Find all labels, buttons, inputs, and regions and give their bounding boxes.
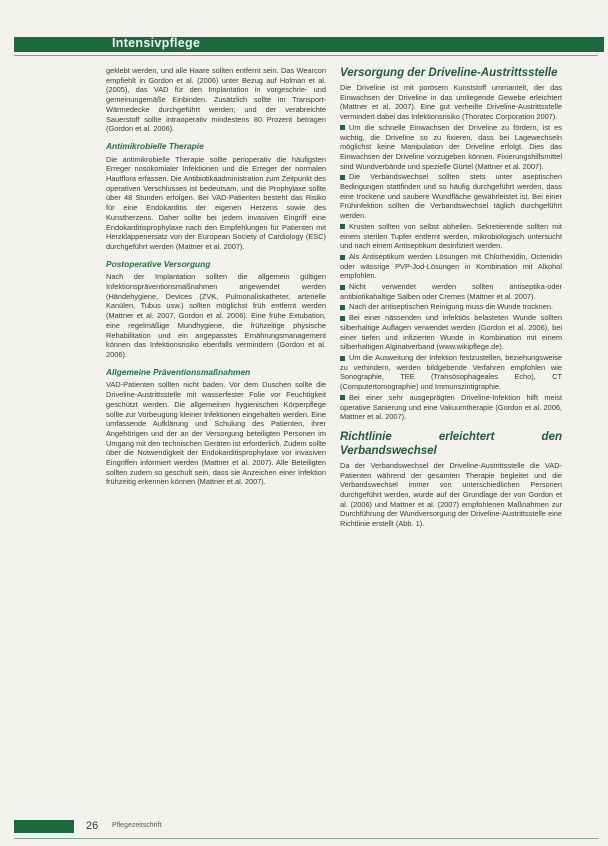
bullet-square-icon xyxy=(340,316,345,321)
bullet-square-icon xyxy=(340,395,345,400)
header-side-tab xyxy=(598,37,604,52)
bullet-square-icon xyxy=(340,285,345,290)
paragraph: geklebt werden, und alle Haare sollten entfernt sein. Das Wearcon empfiehlt in Gordon et al. (2006) unter Bezug auf Holman et al. (2005), das VAD für den Implantation in vorgeschrie- und gemeinungemäße Einbinden. Zusätzlich sollte im Transport-Wärmedecke durchgeführt werden; und der verabreichte Sauerstoff sollte intraoperativ mindestens 80 Prozent betragen (Gordon et al. 2006). xyxy=(106,66,326,134)
heading-driveline: Versorgung der Driveline-Austrittsstelle xyxy=(340,67,558,79)
header-bar xyxy=(14,37,598,52)
paragraph: Da der Verbandswechsel der Driveline-Austrittsstelle die VAD-Patienten während der gesamten Therapie begleitet und die Verbandswechsel immer von unterschiedlichen Personen durchgeführt werden, wurde auf der Grundlage der von Gordon et al. (2006) und Mattner et al. (2007) empfohlenen Maßnahmen zur Durchführung der Wundversorgung der Driveline-Austrittsstelle eine Richtlinie erstellt (Abb. 1). xyxy=(340,460,562,529)
right-column xyxy=(340,66,562,530)
bullet-item: Nach der antiseptischen Reinigung muss die Wunde trocknen. xyxy=(340,302,562,312)
footer-tab xyxy=(14,820,74,833)
bullet-item: Um die schnelle Einwachsen der Driveline zu fördern, ist es wichtig, die Driveline so zu fixieren, dass bei Lagewechseln möglichst keine Manipulation der Driveline erfolgt. Dies das Einwachsen der Driveline vorzugeben können. Fixierungshilfsmittel sind Wundverbände und spezielle Gürtel (Mattner et al. 2007). xyxy=(340,122,562,171)
bullet-square-icon xyxy=(340,255,345,260)
paragraph: Die Driveline ist mit porösem Kunststoff ummantelt, der das Einwachsen der Driveline in das umliegende Gewebe erleichtert (Mattner et al. 2007). Eine gut verheilte Driveline-Austrittsstelle vermindert dabei das Infektionsrisiko (Thoratec Corporation 2007). xyxy=(340,83,562,122)
bullet-square-icon xyxy=(340,175,345,180)
header-divider xyxy=(14,55,598,56)
paragraph: Die antimikrobielle Therapie sollte perioperativ die häufigsten Erreger nosokomialer Infektionen und die Erreger der normalen Hautflora erfassen. Die Antibiotikaadministration zum Zeitpunkt des operativen Verschlusses ist bedeutsam, und die Prophylaxe sollte über 48 Stunden erfolgen. Bei VAD-Patienten besteht das Risiko für eine Endokarditis der eigenen Herzens sowie des Kunstherzens. Daher sollte bei jedem invasiven Eingriff eine Endokarditisprophylaxe nach den Empfehlungen für Patienten mit Herzklappenersatz von der European Society of Cardiology (ESC) durchgeführt werden (Mattner et al. 2007). xyxy=(106,154,326,251)
footer-divider xyxy=(14,838,598,839)
section-title: Intensivpflege xyxy=(112,36,201,50)
paragraph: VAD-Patienten sollten nicht baden. Vor dem Duschen sollte die Driveline-Austrittsstelle mit wasserfester Folie vor Feuchtigkeit geschützt werden. Die allgemeinen hygienischen Körperpflege sollte zur Vorbeugung kleiner Infektionen eingehalten werden. Eine umfassende Aufklärung und Schulung des Patienten, ihrer Angehörigen und der an der Versorgung beteiligten Personen im Umgang mit den technischen Geräten ist erforderlich. Zudem sollte über die Notwendigkeit der Endokarditisprophylaxe vor invasiven Eingriffen informiert werden (Mattner et al. 2007). Alle Beteiligten sollten zudem so geschult sein, dass sie Anzeichen einer Infektion frühzeitig erkennen können (Mattner et al. 2007). xyxy=(106,380,326,487)
bullet-square-icon xyxy=(340,305,345,310)
bullet-item: Die Verbandswechsel sollten stets unter aseptischen Bedingungen stattfinden und so häufig durchgeführt werden, dass eine trockene und saubere Wundfläche gewährleistet ist. Bei einer Frühinfektion sollten die Verbandswechsel täglich durchgeführt werden. xyxy=(340,172,562,221)
bullet-square-icon xyxy=(340,125,345,130)
bullet-item: Bei einer nässenden und infektiös belasteten Wunde sollten silberhaltige Auflagen verwendet werden (Gordon et al. 2006), bei einer tiefen und infizierten Wunde in Kombination mit einem silberhaltigen Alginatverband (www.wikipflege.de). xyxy=(340,313,562,352)
journal-name: Pflegezeitschrift xyxy=(112,822,162,829)
bullet-square-icon xyxy=(340,356,345,361)
subheading-postoperative: Postoperative Versorgung xyxy=(106,258,211,269)
page-number: 26 xyxy=(86,820,99,832)
bullet-square-icon xyxy=(340,224,345,229)
bullet-item: Um die Ausweitung der Infektion festzustellen, beziehungsweise zu verhindern, werden bildgebende Verfahren empfohlen wie Sonographie, TEE (Transösophageales Echo), CT (Computertomographie) und Immunszintigraphie. xyxy=(340,352,562,392)
bullet-item: Bei einer sehr ausgeprägten Driveline-Infektion hilft meist operative Sanierung und eine Vakuumtherapie (Gordon et al. 2006, Mattner et al. 2007). xyxy=(340,392,562,422)
subheading-antimikrobielle: Antimikrobielle Therapie xyxy=(106,140,204,151)
bullet-item: Krusten sollten von selbst abheilen. Sekretierende sollten mit einem sterilen Tupfer entfernt werden, mikrobiologisch untersucht und nach einem Antiseptikum desinfiziert werden. xyxy=(340,221,562,251)
subheading-allgemeine: Allgemeine Präventionsmaßnahmen xyxy=(106,366,251,377)
heading-richtlinie: Richtlinie erleichtert den Verbandswechsel xyxy=(340,430,562,457)
bullet-item: Als Antiseptikum werden Lösungen mit Chlorhexidin, Octenidin oder wässrige PVP-Jod-Lösungen in Kombination mit Alkohol empfohlen. xyxy=(340,251,562,281)
left-column xyxy=(106,66,326,488)
bullet-item: Nicht verwendet werden sollten antiseptika-oder antibiotikahaltige Salben oder Cremes (Mattner et al. 2007). xyxy=(340,282,562,301)
paragraph: Nach der Implantation sollten die allgemein gültigen Infektionspräventionsmaßnahmen angewendet werden (Händehygiene, Devices (ZVK, Pulmonaliskatheter, arterielle Kanülen, Tubus usw.) sollten möglichst früh entfernt werden (Mattner et al. 2007, Gordon et al. 2006). Eine frühe Extubation, eine regelmäßige Mundhygiene, die frühzeitige physische Rehabilitation und ein angepasstes Ernährungsmanagement können das Infektionsrisiko ebenfalls vermindern (Gordon et al. 2006). xyxy=(106,272,326,359)
